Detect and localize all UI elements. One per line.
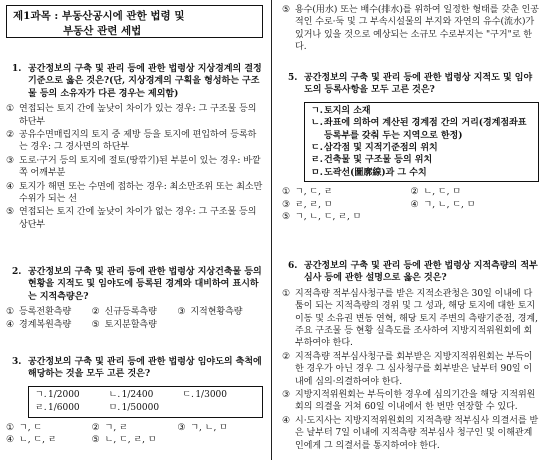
option-mark: ② — [282, 351, 291, 362]
option-text: 연접되는 토지 간에 높낮이 차이가 없는 경우: 그 구조물 등의 상단부 — [19, 207, 257, 230]
option-mark: ⑤ — [91, 319, 100, 330]
option-mark: ② — [6, 130, 15, 141]
option-list — [6, 422, 263, 447]
option-4[interactable] — [411, 199, 540, 211]
option-list — [6, 103, 263, 231]
option-text: 시·도지사는 지방지적위원회의 지적측량 적부심사 의결서를 받은 날부터 7일 이내에 지적측량 적부심사 청구인 및 이해관계인에게 그 의결서를 통지하여야 한다. — [295, 415, 539, 451]
choice-mark: ㄴ. — [311, 118, 323, 129]
option-list — [6, 306, 263, 331]
option-mark: ③ — [177, 307, 186, 318]
option-5[interactable] — [6, 206, 263, 231]
option-mark: ① — [282, 187, 291, 198]
question-text: 공간정보의 구축 및 관리 등에 관한 법령상 지상건축물 등의 현황을 지적도 및 임야도에 등록된 경계와 대비하여 표시하는 지적측량은? — [28, 267, 262, 302]
left-column — [6, 0, 263, 446]
option-2[interactable] — [92, 422, 178, 434]
option-text: 공유수면매립지의 토지 중 제방 등을 토지에 편입하여 등록하는 경우: 그 경사면의 하단부 — [19, 130, 257, 153]
option-4[interactable] — [6, 319, 92, 331]
option-text: ㄱ, ㄴ, ㄷ, ㅁ — [423, 199, 476, 210]
question-number: 3. — [12, 357, 22, 367]
choice-mark: ㄱ. — [35, 389, 47, 400]
option-mark: ① — [282, 288, 291, 299]
option-5[interactable] — [92, 319, 178, 331]
option-text: ㄱ, ㄴ, ㄷ, ㄹ, ㅁ — [295, 212, 362, 223]
choice-text: 1/2000 — [48, 389, 80, 400]
question-4-option-5[interactable] — [282, 4, 539, 55]
question-text: 공간정보의 구축 및 관리 등에 관한 법령상 지적도 및 임야도의 등록사항을 모두 고른 것은? — [304, 73, 533, 96]
option-mark: ② — [91, 307, 100, 318]
option-list — [282, 186, 539, 223]
option-text: 지방지적위원회는 부득이한 경우에 심의기간을 해당 지적위원회의 의결을 거쳐 60일 이내에서 한 번만 연장할 수 있다. — [295, 390, 536, 413]
question-6 — [282, 260, 539, 453]
option-1[interactable] — [6, 103, 263, 128]
option-mark: ② — [410, 187, 419, 198]
choice-box — [28, 386, 263, 418]
choice-mark: ㄹ. — [35, 403, 47, 414]
option-1[interactable] — [282, 186, 411, 198]
option-mark: ⑤ — [282, 5, 291, 15]
option-list — [282, 288, 539, 452]
option-mark: ④ — [6, 181, 15, 192]
option-mark: ④ — [410, 199, 419, 210]
question-number: 2. — [12, 267, 22, 277]
option-text: 지적측량 적부심사청구를 회부받은 지방지적위원회는 부득이한 경우가 아닌 경우 그 심사청구를 회부받은 날부터 90일 이내에 심의·의결하여야 한다. — [295, 351, 533, 387]
option-mark: ⑤ — [91, 435, 100, 446]
option-text: 도로·구거 등의 토지에 절토(땅깎기)된 부분이 있는 경우: 바깥쪽 어깨부분 — [19, 155, 261, 179]
option-3[interactable] — [177, 422, 263, 434]
choice-box — [304, 102, 539, 182]
option-2[interactable] — [411, 186, 540, 198]
option-4[interactable] — [282, 415, 539, 452]
choice-item — [109, 389, 183, 401]
option-3[interactable] — [282, 199, 411, 211]
option-mark: ① — [6, 307, 15, 318]
option-2[interactable] — [92, 306, 178, 318]
subject-title-line2: 부동산 관련 세법 — [63, 25, 142, 38]
option-3[interactable] — [177, 306, 263, 318]
question-text: 공간정보의 구축 및 관리 등에 관한 법령상 지상경계의 결정기준으로 옳은 것은?(단, 지상경계의 구획을 형성하는 구조물 등의 소유자가 다른 경우는 제외함) — [28, 64, 262, 99]
option-text: ㄴ, ㄷ, ㅁ — [423, 187, 462, 198]
option-text: 경계복원측량 — [19, 319, 72, 330]
choice-item — [311, 117, 532, 142]
option-mark: ③ — [282, 199, 291, 210]
option-text: 지적현황측량 — [190, 307, 243, 318]
option-text: 등록전환측량 — [19, 307, 72, 318]
option-text: ㄴ, ㄷ, ㄹ, ㅁ — [104, 435, 157, 446]
option-text: 토지가 해면 또는 수면에 접하는 경우: 최소만조위 또는 최소만수위가 되는 선 — [19, 181, 263, 205]
question-2 — [6, 266, 263, 331]
choice-mark: ㄹ. — [311, 155, 323, 166]
choice-item — [182, 389, 256, 401]
option-mark: ① — [6, 422, 15, 433]
option-text: ㄱ, ㄴ, ㅁ — [190, 422, 228, 433]
choice-mark: ㅁ. — [108, 403, 121, 414]
choice-item — [311, 167, 532, 179]
choice-text: 토지의 소재 — [324, 105, 371, 116]
choice-text: 1/2400 — [121, 389, 154, 400]
option-1[interactable] — [282, 288, 539, 350]
choice-text: 삼각점 및 지적기준점의 위치 — [324, 143, 438, 154]
option-1[interactable] — [6, 422, 92, 434]
choice-text: 1/3000 — [195, 389, 227, 400]
option-5[interactable] — [92, 434, 178, 446]
option-3[interactable] — [6, 155, 263, 180]
column-divider — [271, 0, 272, 460]
option-4[interactable] — [6, 434, 92, 446]
choice-item — [311, 105, 532, 117]
choice-mark: ㅁ. — [311, 167, 323, 178]
subject-title-line1: 제1과목 : 부동산공시에 관한 법령 및 — [13, 10, 185, 22]
option-text: ㄱ, ㄷ — [19, 422, 43, 433]
choice-item — [311, 142, 532, 154]
option-mark: ④ — [6, 319, 15, 330]
question-3 — [6, 356, 263, 446]
question-number: 1. — [12, 64, 22, 74]
option-1[interactable] — [6, 306, 92, 318]
question-text: 공간정보의 구축 및 관리 등에 관한 법령상 임야도의 축척에 해당하는 것을 모두 고른 것은? — [28, 357, 262, 380]
choice-item — [35, 402, 109, 414]
option-text: 연접되는 토지 간에 높낮이 차이가 있는 경우: 그 구조물 등의 하단부 — [19, 104, 257, 127]
question-1 — [6, 63, 263, 232]
option-3[interactable] — [282, 389, 539, 414]
option-text: ㄱ, ㄷ, ㄹ — [295, 187, 333, 198]
option-4[interactable] — [6, 181, 263, 206]
choice-item — [311, 154, 532, 166]
option-mark: ② — [91, 422, 100, 433]
choice-item — [109, 402, 183, 414]
option-2[interactable] — [6, 129, 263, 154]
option-mark: ③ — [177, 422, 186, 433]
option-mark: ③ — [282, 390, 291, 401]
option-text: ㄹ, ㄹ, ㅁ — [295, 199, 333, 210]
choice-text: 건축물 및 구조물 등의 위치 — [324, 155, 433, 166]
question-number: 5. — [288, 73, 298, 83]
choice-mark: ㄷ. — [182, 389, 194, 400]
choice-mark: ㄴ. — [108, 389, 121, 400]
option-text: 토지분할측량 — [104, 319, 157, 330]
question-number: 6. — [288, 261, 298, 271]
option-mark: ③ — [6, 155, 15, 166]
option-text: ㄱ, ㄹ — [104, 422, 128, 433]
option-text: ㄴ, ㄷ, ㄹ — [19, 435, 57, 446]
choice-text: 좌표에 의하여 계산된 경계점 간의 거리(경계점좌표등록부를 갖춰 두는 지역으로 한정) — [324, 118, 527, 141]
question-5 — [282, 72, 539, 223]
option-mark: ④ — [6, 435, 15, 446]
option-mark: ⑤ — [282, 212, 291, 223]
choice-text: 도곽선(圖廓線)과 그 수치 — [324, 167, 427, 178]
choice-mark: ㄱ. — [311, 105, 323, 116]
option-mark: ④ — [282, 415, 291, 426]
choice-text: 1/50000 — [121, 403, 160, 414]
option-text: 신규등록측량 — [104, 307, 157, 318]
option-text: 용수(用水) 또는 배수(排水)를 위하여 일정한 형태를 갖춘 인공적인 수로·둑 및 그 부속시설물의 부지와 자연의 유수(流水)가 있거나 있을 것으로 예상되는 소규모 수로부지는 "구거"로 한다. — [295, 5, 539, 53]
option-text: 지적측량 적부심사청구를 받은 지적소관청은 30일 이내에 다툼이 되는 지적측량의 경위 및 그 성과, 해당 토지에 대한 토지이동 및 소유권 변동 연혁, 해당 토지 주변의 측량기준점, 경계, 주요 구조물 등 현황 실측도를 조사하여 지방지적위원회에 회부하여야 한다. — [295, 288, 538, 349]
option-2[interactable] — [282, 351, 539, 388]
option-mark: ① — [6, 104, 15, 115]
option-5[interactable] — [282, 211, 411, 223]
subject-header — [6, 5, 263, 38]
option-mark: ⑤ — [6, 207, 15, 218]
question-text: 공간정보의 구축 및 관리 등에 관한 법령상 지적측량의 적부심사 등에 관한 설명으로 옳은 것은? — [304, 261, 538, 284]
choice-text: 1/6000 — [48, 403, 80, 414]
choice-mark: ㄷ. — [311, 143, 323, 154]
choice-item — [35, 389, 109, 401]
